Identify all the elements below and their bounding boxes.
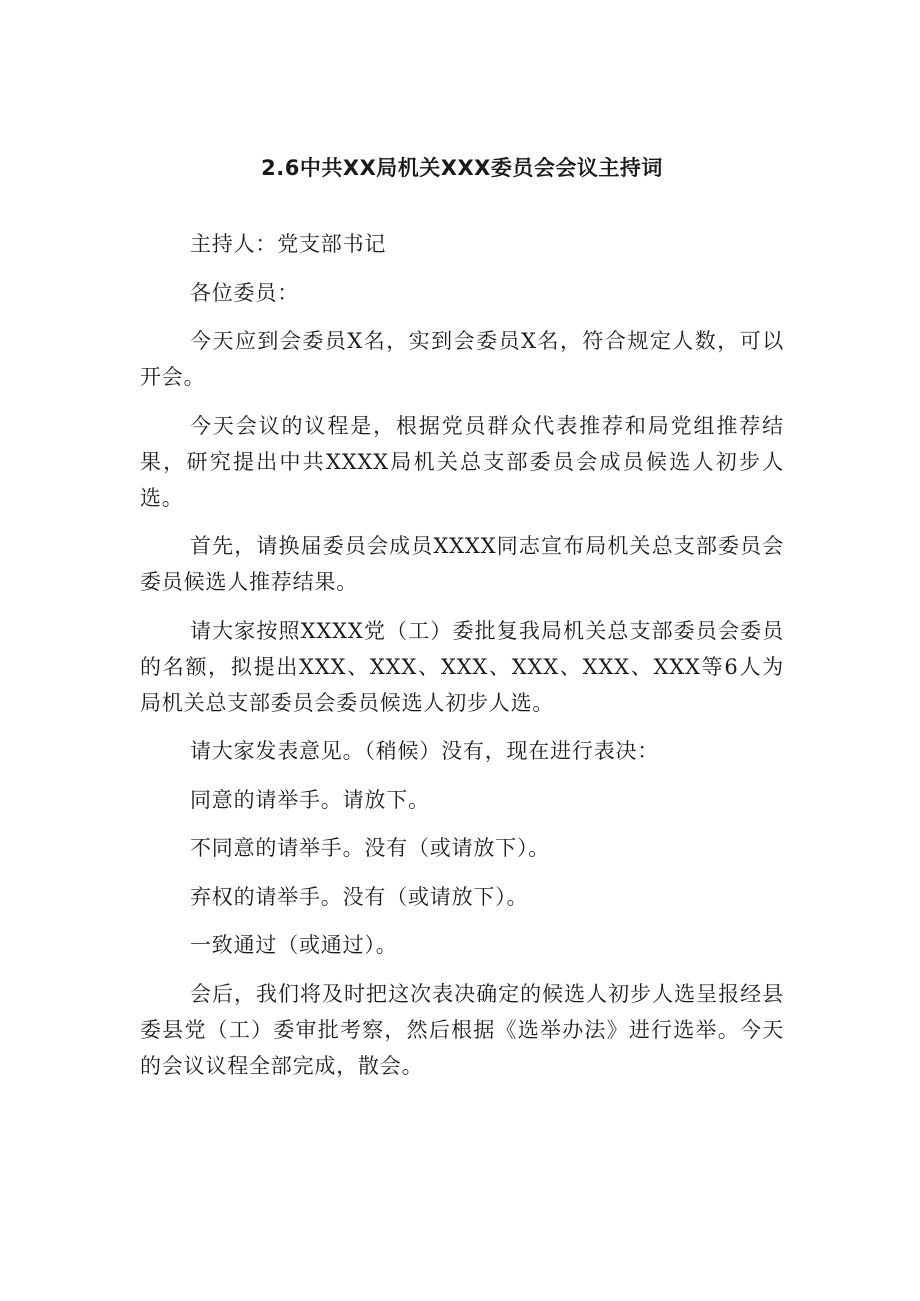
paragraph-closing: 会后，我们将及时把这次表决确定的候选人初步人选呈报经县委县党（工）委审批考察，然后根据《选举办法》进行选举。今天的会议议程全部完成，散会。 xyxy=(140,981,784,1078)
document-title: 2.6中共XX局机关XXX委员会会议主持词 xyxy=(261,156,663,180)
paragraph-agenda: 今天会议的议程是，根据党员群众代表推荐和局党组推荐结果，研究提出中共XXXX局机关总支部委员会成员候选人初步人选。 xyxy=(140,413,784,510)
paragraph-attendance: 今天应到会委员X名，实到会委员X名，符合规定人数，可以开会。 xyxy=(140,329,784,389)
paragraph-opinions: 请大家发表意见。（稍候）没有，现在进行表决： xyxy=(190,739,660,763)
vote-abstain: 弃权的请举手。没有（或请放下）。 xyxy=(190,884,529,909)
vote-disagree: 不同意的请举手。没有（或请放下）。 xyxy=(190,836,551,860)
paragraph-nominees: 请大家按照XXXX党（工）委批复我局机关总支部委员会委员的名额，拟提出XXX、XXX、XXX、XXX、XXX、XXX等6人为局机关总支部委员会委员候选人初步人选。 xyxy=(140,618,784,715)
document-body xyxy=(140,226,784,1096)
vote-result: 一致通过（或通过）。 xyxy=(190,933,398,957)
vote-agree: 同意的请举手。请放下。 xyxy=(190,787,430,812)
host-line: 主持人：党支部书记 xyxy=(190,232,387,256)
salutation: 各位委员： xyxy=(190,280,299,305)
paragraph-announcement: 首先，请换届委员会成员XXXX同志宣布局机关总支部委员会委员候选人推荐结果。 xyxy=(140,534,784,594)
